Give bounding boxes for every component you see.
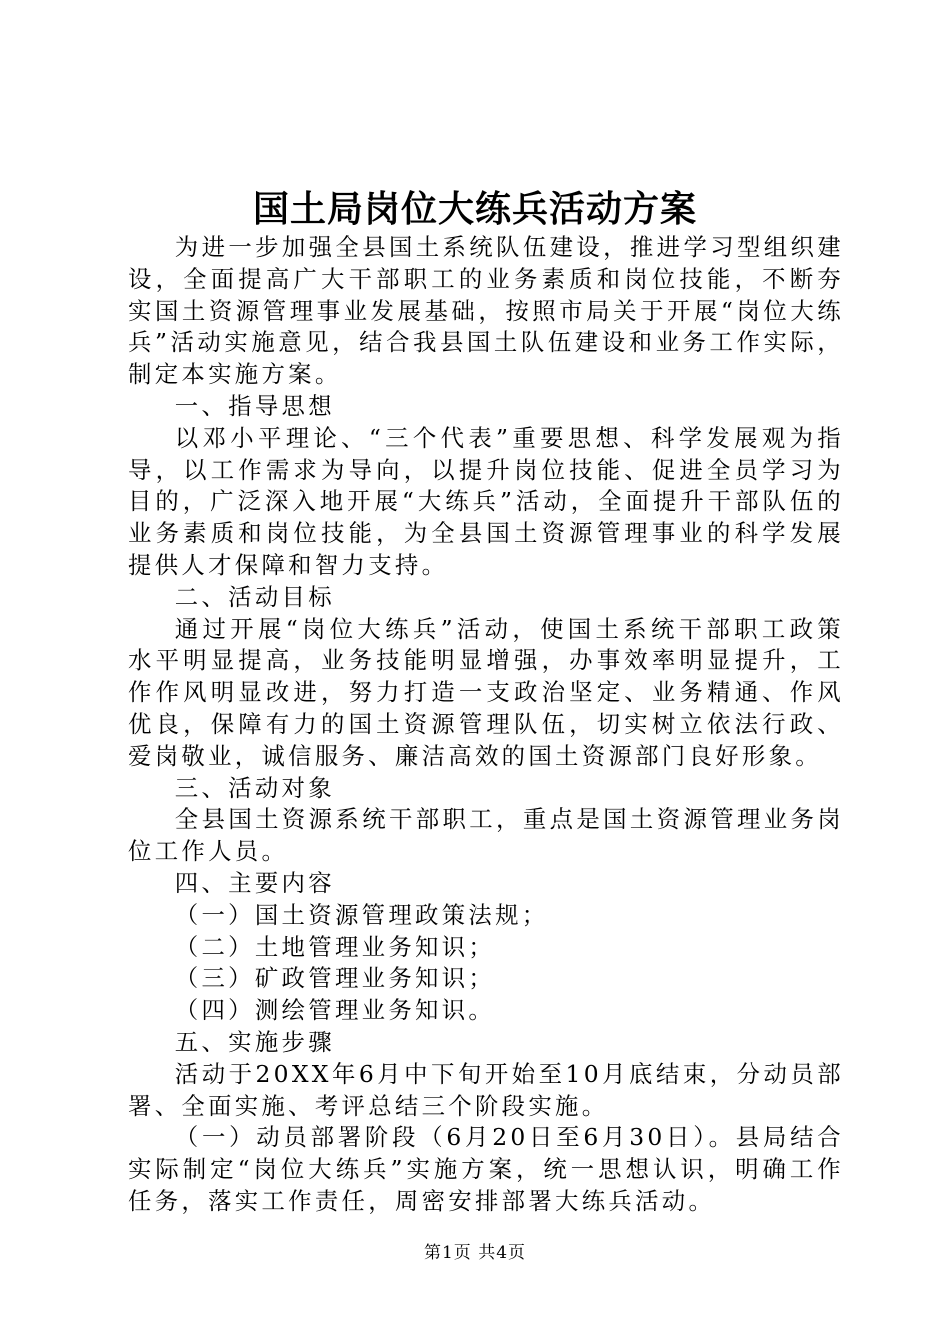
mobilization-stage-paragraph: （一）动员部署阶段（6月20日至6月30日）。县局结合实际制定“岗位大练兵”实施方案，统一思想认识，明确工作任务，落实工作责任，周密安排部署大练兵活动。 [128, 1123, 844, 1215]
guiding-ideology-paragraph: 以邓小平理论、“三个代表”重要思想、科学发展观为指导，以工作需求为导向，以提升岗位技能、促进全员学习为目的，广泛深入地开展“大练兵”活动，全面提升干部队伍的业务素质和岗位技能，为全县国土资源管理事业的科学发展提供人才保障和智力支持。 [128, 423, 844, 579]
section-heading-guiding-ideology: 一、指导思想 [174, 391, 335, 420]
content-item-3: （三）矿政管理业务知识； [174, 964, 496, 993]
section-heading-main-content: 四、主要内容 [174, 868, 335, 897]
intro-paragraph: 为进一步加强全县国土系统队伍建设，推进学习型组织建设，全面提高广大干部职工的业务素质和岗位技能，不断夯实国土资源管理事业发展基础，按照市局关于开展“岗位大练兵”活动实施意见，结合我县国土队伍建设和业务工作实际，制定本实施方案。 [128, 233, 844, 389]
content-item-2: （二）土地管理业务知识； [174, 932, 496, 961]
section-heading-activity-targets: 三、活动对象 [174, 773, 335, 802]
page-footer: 第1页 共4页 [423, 1243, 527, 1263]
document-title: 国土局岗位大练兵活动方案 [252, 188, 697, 230]
implementation-paragraph: 活动于20XX年6月中下旬开始至10月底结束，分动员部署、全面实施、考评总结三个阶段实施。 [128, 1059, 844, 1120]
section-heading-activity-goals: 二、活动目标 [174, 582, 335, 611]
content-item-1: （一）国土资源管理政策法规； [174, 900, 549, 929]
content-item-4: （四）测绘管理业务知识。 [174, 996, 496, 1025]
section-heading-implementation-steps: 五、实施步骤 [174, 1027, 335, 1056]
activity-goals-paragraph: 通过开展“岗位大练兵”活动，使国土系统干部职工政策水平明显提高，业务技能明显增强，办事效率明显提升，工作作风明显改进，努力打造一支政治坚定、业务精通、作风优良，保障有力的国土资源管理队伍，切实树立依法行政、爱岗敬业，诚信服务、廉洁高效的国土资源部门良好形象。 [128, 614, 844, 770]
document-body [128, 232, 844, 1218]
activity-targets-paragraph: 全县国土资源系统干部职工，重点是国土资源管理业务岗位工作人员。 [128, 805, 844, 866]
